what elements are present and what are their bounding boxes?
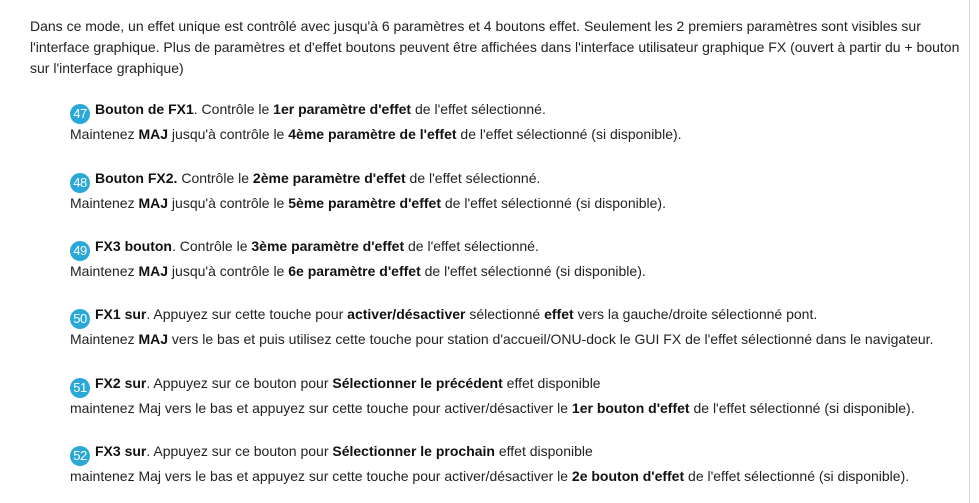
bold-text: MAJ [138,331,169,347]
number-badge: 51 [70,378,90,398]
bold-text: FX3 bouton [95,238,172,254]
item-line-1 [70,441,960,466]
text-segment: de l'effet sélectionné (si disponible). [684,468,910,484]
bold-text: effet [544,306,574,322]
text-segment: . Appuyez sur cette touche pour [146,306,348,322]
text-segment: . Appuyez sur ce bouton pour [146,443,333,459]
list-item [70,441,960,487]
bold-text: FX3 sur [95,443,147,459]
text-segment: de l'effet sélectionné (si disponible). [456,126,682,142]
bold-text: activer/désactiver [347,306,466,322]
bold-text: MAJ [138,263,169,279]
bold-text: 2ème paramètre d'effet [252,170,406,186]
text-segment: Maintenez [70,263,139,279]
text-segment: effet disponible [502,375,601,391]
item-line-1-content [95,170,540,186]
text-segment: de l'effet sélectionné. [405,170,541,186]
item-line-2 [70,193,960,214]
item-line-2 [70,398,960,419]
list-item [70,373,960,419]
item-line-2 [70,124,960,145]
list-item [70,236,960,282]
text-segment: sélectionné [465,306,545,322]
bold-text: Sélectionner le prochain [332,443,495,459]
text-segment: maintenez Maj vers le bas et appuyez sur cette touche pour activer/désactiver le [70,400,572,416]
text-segment: Contrôle le [177,170,253,186]
text-segment: effet disponible [494,443,593,459]
text-segment: de l'effet sélectionné. [411,101,546,117]
number-badge: 50 [70,309,90,329]
bold-text: 4ème paramètre de l'effet [288,126,457,142]
number-badge: 52 [70,446,90,466]
bold-text: 2e bouton d'effet [571,468,685,484]
list-item [70,304,960,350]
item-line-1-content [95,306,817,322]
bold-text: 3ème paramètre d'effet [251,238,405,254]
item-line-1 [70,99,960,124]
text-segment: de l'effet sélectionné (si disponible). [689,400,915,416]
item-line-1-content [95,101,546,117]
text-segment: vers la gauche/droite sélectionné pont. [573,306,818,322]
text-segment: . Contrôle le [172,238,252,254]
bold-text: 1er paramètre d'effet [273,101,412,117]
bold-text: FX2 sur [95,375,147,391]
text-segment: Maintenez [70,331,139,347]
text-segment: Maintenez [70,126,139,142]
text-segment: de l'effet sélectionné (si disponible). [440,195,666,211]
item-line-1-content [95,443,593,459]
text-segment: maintenez Maj vers le bas et appuyez sur cette touche pour activer/désactiver le [70,468,572,484]
item-line-1 [70,373,960,398]
number-badge: 49 [70,241,90,261]
list-item [70,99,960,145]
bold-text: Bouton de FX1 [95,101,194,117]
number-badge: 47 [70,104,90,124]
item-line-2 [70,466,960,487]
bold-text: 1er bouton d'effet [571,400,690,416]
intro-paragraph: Dans ce mode, un effet unique est contrôlé avec jusqu'à 6 paramètres et 4 boutons effet. Seulement les 2 premiers paramètres sont visibles sur l'interface graphique. Plus de paramètres et d'effet boutons peuvent être affichées dans l'interface utilisateur graphique FX (ouvert à partir du + bouton sur l'interface graphique) [30,18,960,76]
list-item [70,168,960,214]
text-segment: de l'effet sélectionné (si disponible). [420,263,646,279]
text-segment: Maintenez [70,195,139,211]
item-line-1-content [95,375,601,391]
item-line-1 [70,168,960,193]
item-line-1 [70,304,960,329]
text-segment: jusqu'à contrôle le [168,263,289,279]
text-segment: . Appuyez sur ce bouton pour [146,375,333,391]
bold-text: MAJ [138,126,169,142]
text-segment: jusqu'à contrôle le [168,195,289,211]
bold-text: Bouton FX2. [95,170,178,186]
text-segment: jusqu'à contrôle le [168,126,289,142]
text-segment: de l'effet sélectionné. [404,238,539,254]
bold-text: MAJ [138,195,169,211]
item-line-2 [70,329,960,350]
item-line-1 [70,236,960,261]
text-segment: . Contrôle le [193,101,274,117]
number-badge: 48 [70,173,90,193]
bold-text: Sélectionner le précédent [332,375,503,391]
item-line-1-content [95,238,539,254]
bold-text: 5ème paramètre d'effet [288,195,441,211]
text-segment: vers le bas et puis utilisez cette touche pour station d'accueil/ONU-dock le GUI FX de l'effet sélectionné dans le navigateur. [168,331,934,347]
item-line-2 [70,261,960,282]
bold-text: 6e paramètre d'effet [288,263,421,279]
bold-text: FX1 sur [95,306,147,322]
